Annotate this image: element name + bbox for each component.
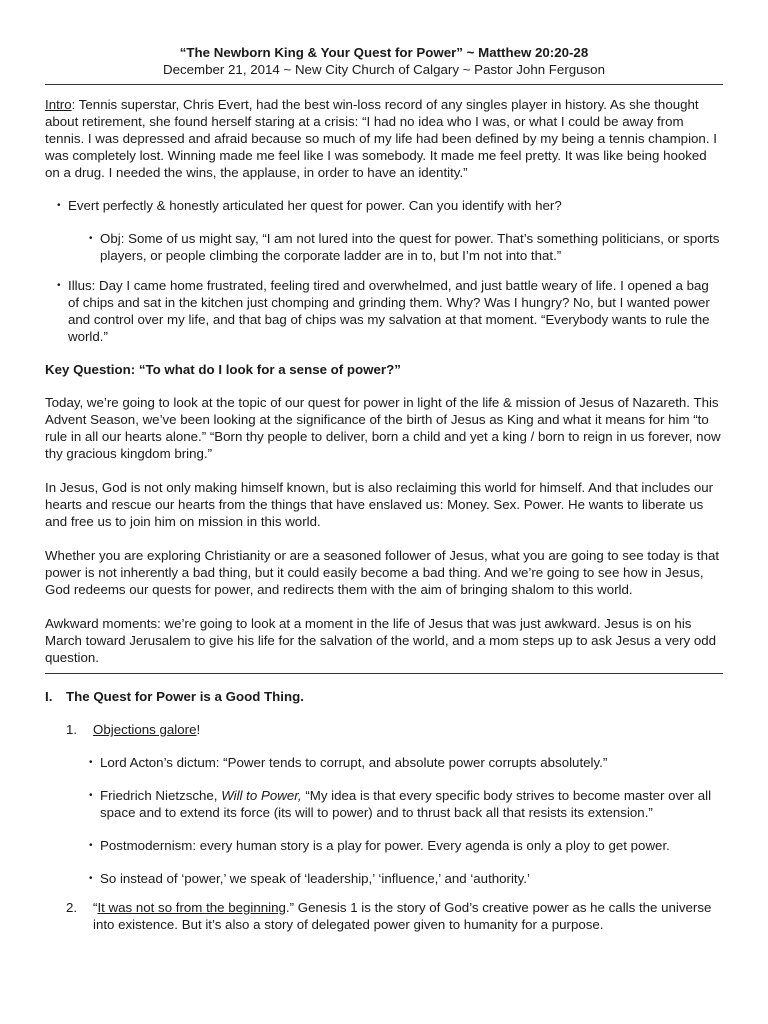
item-2-number: 2. [66, 900, 78, 915]
bullet-evert [57, 197, 723, 214]
bullet-instead-text: So instead of ‘power,’ we speak of ‘leadership,’ ‘influence,’ and ‘authority.’ [100, 871, 530, 886]
item-1-objections [66, 721, 723, 738]
bullet-instead [89, 870, 723, 887]
header-divider [45, 84, 723, 85]
bullet-objection [89, 230, 723, 264]
bullet-illustration [57, 277, 723, 345]
bullet-nietzsche-quote: “My idea is that every specific body strives to become master over all space and to extend its force (its will to power) and to thrust back all that resists its extension.” [100, 788, 712, 820]
bullet-objection-text: Obj: Some of us might say, “I am not lured into the quest for power. That’s something politicians, or sports players, or people climbing the corporate ladder are in to, but I’m not into that.” [100, 231, 720, 263]
item-2-beginning [66, 899, 723, 933]
bullet-postmodernism-text: Postmodernism: every human story is a play for power. Every agenda is only a ploy to get power. [100, 838, 670, 853]
bullet-postmodernism [89, 837, 723, 854]
bullet-nietzsche-book: Will to Power, [221, 788, 302, 803]
item-1-number: 1. [66, 722, 78, 737]
sermon-notes-page [45, 44, 723, 933]
item-1-suffix: ! [196, 722, 201, 737]
sermon-title: “The Newborn King & Your Quest for Power” ~ Matthew 20:20-28 [179, 45, 589, 60]
bullet-evert-text: Evert perfectly & honestly articulated her quest for power. Can you identify with her? [68, 198, 562, 213]
item-2-label: It was not so from the beginning [97, 900, 286, 915]
bullet-acton [89, 754, 723, 771]
paragraph-awkward: Awkward moments: we’re going to look at a moment in the life of Jesus that was just awkward. Jesus is on his March toward Jerusalem to give his life for the salvation of the world, and a mom steps up to ask Jesus a very odd question. [45, 616, 717, 665]
section-divider [45, 673, 723, 674]
section-1-title: The Quest for Power is a Good Thing. [66, 689, 304, 704]
sermon-subtitle: December 21, 2014 ~ New City Church of Calgary ~ Pastor John Ferguson [163, 62, 605, 77]
bullet-acton-text: Lord Acton’s dictum: “Power tends to corrupt, and absolute power corrupts absolutely.” [100, 755, 608, 770]
intro-label: Intro [45, 97, 72, 112]
paragraph-today: Today, we’re going to look at the topic of our quest for power in light of the life & mission of Jesus of Nazareth. This Advent Season, we’ve been looking at the significance of the birth of Jesus as King and what it means for him “to rule in all our hearts alone.” “Born thy people to deliver, born a child and yet a king / born to reign in us forever, now thy gracious kingdom bring.” [45, 395, 721, 461]
item-2-text: .” Genesis 1 is the story of God’s creative power as he calls the universe into existence. But it’s also a story of delegated power given to humanity for a purpose. [93, 900, 712, 932]
bullet-nietzsche-name: Friedrich Nietzsche, [100, 788, 222, 803]
bullet-nietzsche [89, 787, 723, 821]
section-1-number: I. [45, 689, 53, 704]
paragraph-in-jesus: In Jesus, God is not only making himself known, but is also reclaiming this world for himself. And that includes our hearts and rescue our hearts from the things that have enslaved us: Money. Sex. Power. He wants to liberate us and free us to join him on mission in this world. [45, 480, 714, 529]
paragraph-whether: Whether you are exploring Christianity or are a seasoned follower of Jesus, what you are going to see today is that power is not inherently a bad thing, but it could easily become a bad thing. And we’re going to see how in Jesus, God redeems our quests for power, and redirects them with the aim of bringing shalom to this world. [45, 548, 720, 597]
intro-text: : Tennis superstar, Chris Evert, had the best win-loss record of any singles player in history. As she thought about retirement, she found herself staring at a crisis: “I had no idea who I was, or what I could be away from tennis. I was depressed and afraid because so much of my life had been defined by my being a tennis champion. I was completely lost. Winning made me feel like I was somebody. It made me feel pretty. It was like being hooked on a drug. I needed the wins, the applause, in order to have an identity.” [45, 97, 717, 180]
key-question: Key Question: “To what do I look for a sense of power?” [45, 362, 401, 377]
item-1-label: Objections galore [93, 722, 197, 737]
item-2-quote-open: “ [93, 900, 98, 915]
bullet-illustration-text: Illus: Day I came home frustrated, feeling tired and overwhelmed, and just battle weary of life. I opened a bag of chips and sat in the kitchen just chomping and grinding them. Why? Was I hungry? No, but I wanted power and control over my life, and that bag of chips was my salvation at that moment. “Everybody wants to rule the world.” [68, 278, 710, 344]
document-header [45, 44, 723, 78]
intro-paragraph [45, 96, 723, 181]
section-1-heading [45, 688, 723, 705]
